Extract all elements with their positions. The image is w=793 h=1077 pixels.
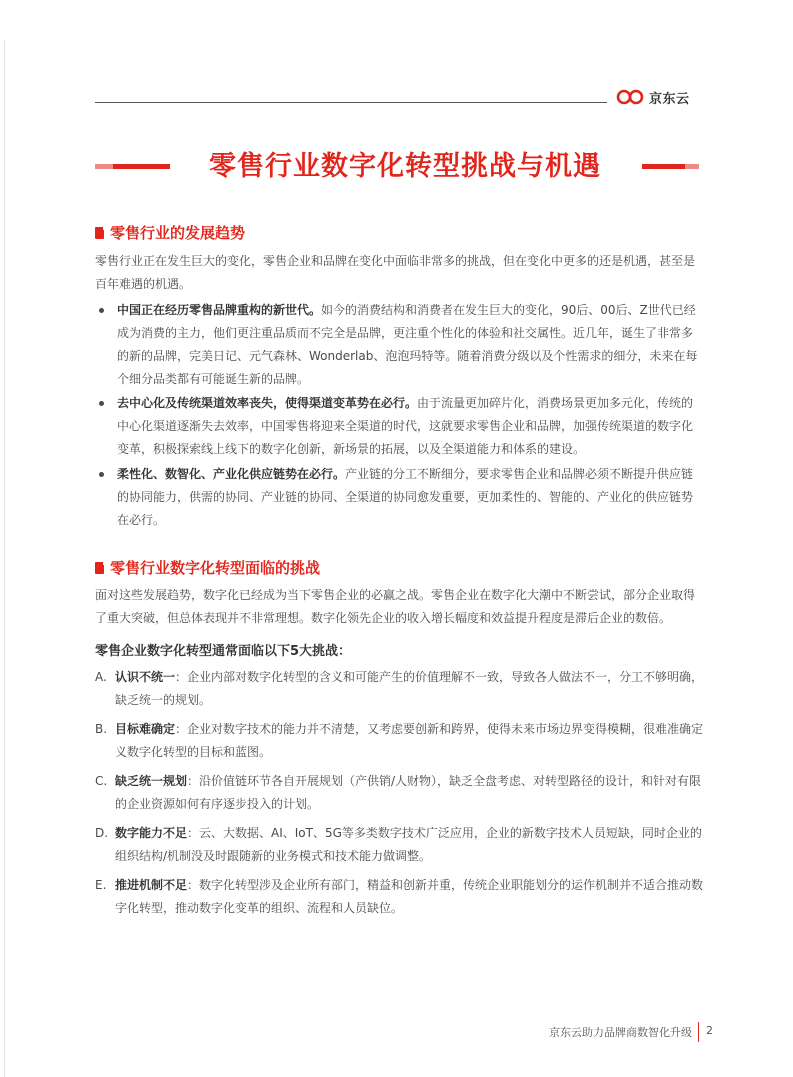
brand-logo bbox=[616, 87, 690, 107]
item-lead: 缺乏统一规划 bbox=[115, 774, 188, 788]
bullet-text: 如今的消费结构和消费者在发生巨大的变化，90后、00后、Z世代已经成为消费的主力，他们更注重品质而不完全是品牌，更注重个性化的体验和社交属性。近几年，诞生了非常多的新的品牌，完美日记、元气森林、Wonderlab、泡泡玛特等。随着消费分级以及个性需求的细分，未来在每个细分品类都有可能诞生新的品牌。 bbox=[117, 303, 698, 386]
challenge-item bbox=[95, 718, 705, 764]
footer-divider bbox=[698, 1022, 699, 1042]
jd-cloud-logo-icon bbox=[616, 89, 646, 105]
section-marker-icon bbox=[95, 227, 104, 239]
bullet-dot-icon bbox=[99, 401, 104, 406]
bullet-text: 产业链的分工不断细分，要求零售企业和品牌必须不断提升供应链的协同能力，供需的协同、产业链的协同、全渠道的协同愈发重要，更加柔性的、智能的、产业化的供应链势在必行。 bbox=[117, 467, 694, 527]
item-lead: 目标难确定 bbox=[115, 722, 176, 736]
item-letter: D. bbox=[95, 826, 109, 840]
bullet-dot-icon bbox=[99, 308, 104, 313]
section-heading-text: 零售行业数字化转型面临的挑战 bbox=[110, 559, 321, 577]
item-letter: A. bbox=[95, 670, 107, 684]
bullet-lead: 柔性化、数智化、产业化供应链势在必行。 bbox=[117, 467, 346, 481]
page-edge-line bbox=[4, 40, 5, 1077]
section-heading-text: 零售行业的发展趋势 bbox=[110, 224, 246, 242]
item-text: ：沿价值链环节各自开展规划（产供销/人财物），缺乏全盘考虑、对转型路径的设计，和针对有限的企业资源如何有序逐步投入的计划。 bbox=[115, 774, 702, 811]
item-letter: B. bbox=[95, 722, 108, 736]
list-item bbox=[95, 392, 705, 461]
item-lead: 数字能力不足 bbox=[115, 826, 188, 840]
bullet-lead: 去中心化及传统渠道效率丧失，使得渠道变革势在必行。 bbox=[117, 396, 418, 410]
challenge-item bbox=[95, 874, 705, 920]
item-text: ：数字化转型涉及企业所有部门，精益和创新并重，传统企业职能划分的运作机制并不适合推动数字化转型，推动数字化变革的组织、流程和人员缺位。 bbox=[115, 878, 704, 915]
logo-text: 京东云 bbox=[649, 91, 690, 107]
item-letter: E. bbox=[95, 878, 107, 892]
bullet-text: 由于流量更加碎片化，消费场景更加多元化，传统的中心化渠道逐渐失去效率，中国零售将迎来全渠道的时代，这就要求零售企业和品牌，加强传统渠道的数字化变革，积极探索线上线下的数字化创新，新场景的拓展，以及全渠道能力和体系的建设。 bbox=[117, 396, 694, 456]
section-marker-icon bbox=[95, 562, 104, 574]
challenges-subheading: 零售企业数字化转型通常面临以下5大挑战： bbox=[95, 644, 352, 659]
section-heading-challenges bbox=[95, 557, 320, 578]
list-item bbox=[95, 299, 705, 391]
item-letter: C. bbox=[95, 774, 108, 788]
page-number: 2 bbox=[706, 1024, 713, 1037]
challenge-item bbox=[95, 822, 705, 868]
section-intro: 零售行业正在发生巨大的变化，零售企业和品牌在变化中面临非常多的挑战，但在变化中更多的还是机遇，甚至是百年难遇的机遇。 bbox=[95, 254, 696, 291]
bullet-lead: 中国正在经历零售品牌重构的新世代。 bbox=[117, 303, 322, 317]
challenge-item bbox=[95, 666, 705, 712]
item-text: ：云、大数据、AI、IoT、5G等多类数字技术广泛应用，企业的新数字技术人员短缺，同时企业的组织结构/机制没及时跟随新的业务模式和技术能力做调整。 bbox=[115, 826, 702, 863]
list-item bbox=[95, 463, 705, 532]
item-lead: 认识不统一 bbox=[115, 670, 176, 684]
item-text: ：企业对数字技术的能力并不清楚，又考虑要创新和跨界，使得未来市场边界变得模糊，很难准确定义数字化转型的目标和蓝图。 bbox=[115, 722, 704, 759]
item-text: ：企业内部对数字化转型的含义和可能产生的价值理解不一致，导致各人做法不一，分工不够明确，缺乏统一的规划。 bbox=[115, 670, 704, 707]
bullet-dot-icon bbox=[99, 472, 104, 477]
title-decor-left-accent bbox=[95, 164, 113, 169]
section-intro: 面对这些发展趋势，数字化已经成为当下零售企业的必赢之战。零售企业在数字化大潮中不断尝试，部分企业取得了重大突破，但总体表现并不非常理想。数字化领先企业的收入增长幅度和效益提升程度是滞后企业的数倍。 bbox=[95, 588, 696, 625]
footer-text: 京东云助力品牌商数智化升级 bbox=[549, 1026, 692, 1039]
page-title: 零售行业数字化转型挑战与机遇 bbox=[209, 151, 601, 182]
item-lead: 推进机制不足 bbox=[115, 878, 188, 892]
header-rule bbox=[95, 102, 607, 103]
section-heading-trends bbox=[95, 222, 245, 243]
challenge-item bbox=[95, 770, 705, 816]
page-title-block bbox=[95, 147, 699, 187]
title-decor-right-accent bbox=[685, 164, 699, 169]
